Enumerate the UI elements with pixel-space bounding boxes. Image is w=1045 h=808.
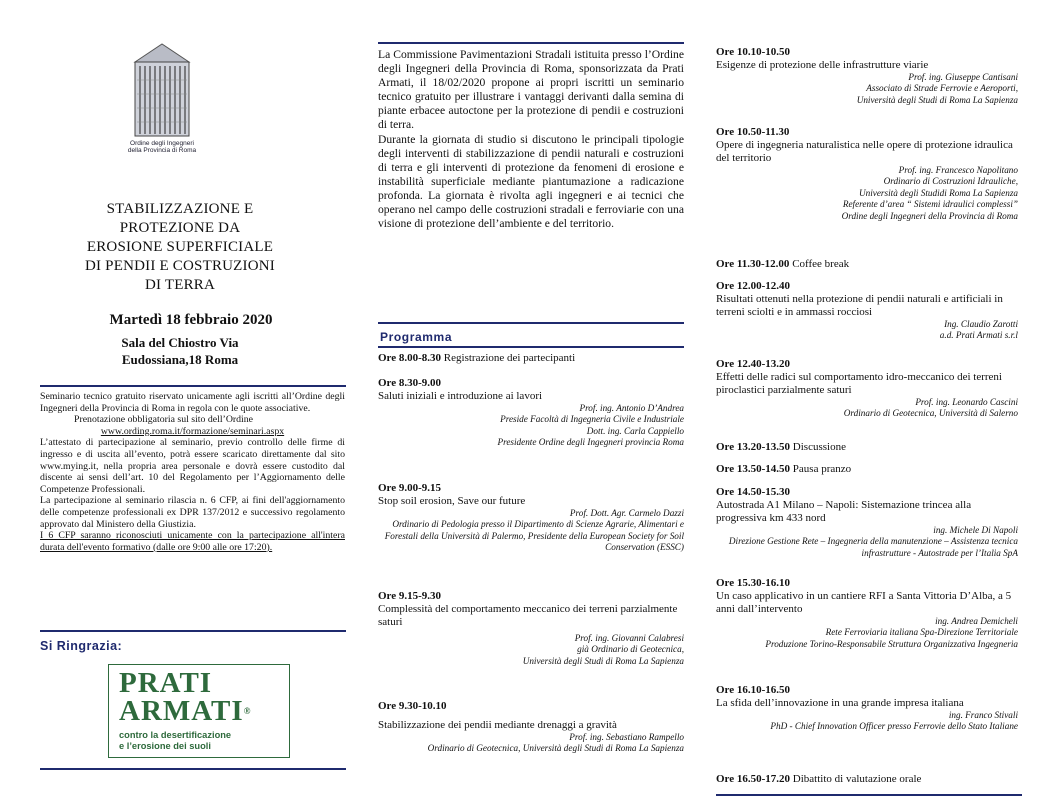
session [716,684,1018,733]
session [716,441,1018,454]
session-time: Ore 15.30-16.10 [716,577,791,589]
session-time: Ore 12.00-12.40 [716,280,791,292]
speaker-line: Direzione Gestione Rete – Ingegneria della manutenzione – Assistenza tecnica infrastrutture - Autostrade per l’Italia SpA [728,536,1018,558]
event-title [50,200,310,295]
session-time: Ore 12.40-13.20 [716,358,791,370]
speaker-line: ing. Franco Stivali [948,710,1018,720]
registration-notes [40,391,345,553]
divider [378,42,684,44]
speaker-line: Prof. ing. Francesco Napolitano [898,165,1018,175]
intro-p1: La Commissione Pavimentazioni Stradali istituita presso l’Ordine degli Ingegneri della Provincia di Roma, sponsorizzata da Prati Armati, il 18/02/2020 propone ai propri iscritti un seminario tecnico gratuito per illustrare i vantaggi derivanti dalla semina di piante erbacee autoctone per la protezione di pendii e costruzioni di terra. [378,48,684,132]
divider [40,630,346,632]
session-title: Pausa pranzo [792,463,852,475]
intro-text [378,48,684,231]
event-date: Martedì 18 febbraio 2020 [109,312,273,328]
notes-booking: Prenotazione obbligatoria sul sito dell’Ordine [74,414,254,426]
session-title: Risultati ottenuti nella protezione di pendii naturali e artificiali in terreni sciolti e in ammassi rocciosi [716,293,1003,318]
session-title: Opere di ingegneria naturalistica nelle opere di protezione idraulica del territorio [716,139,1013,164]
divider [40,768,346,770]
registered-mark: ® [243,706,252,716]
session-time: Ore 10.50-11.30 [716,126,790,138]
speaker-line: Produzione Torino-Responsabile Struttura Organizzativa Ingegneria [765,638,1018,649]
registration-link[interactable]: www.ording.roma.it/formazione/seminari.aspx [100,425,285,437]
speaker-line: Prof. Dott. Agr. Carmelo Dazzi [569,508,684,518]
session [378,700,684,755]
speaker-line: Prof. ing. Giovanni Calabresi [574,633,684,643]
session-title: Esigenze di protezione delle infrastrutture viarie [716,59,929,71]
thanks-label: Si Ringrazia: [40,639,123,653]
session-time: Ore 16.50-17.20 [716,773,791,785]
speaker-line: Prof. ing. Antonio D’Andrea [579,403,684,413]
session-time: Ore 14.50-15.30 [716,486,791,498]
session [716,486,1018,559]
speaker-line: Prof. ing. Sebastiano Rampello [569,732,684,742]
sponsor-logo [108,664,290,758]
session [378,482,684,554]
programma-heading: Programma [380,330,453,344]
session-title: Coffee break [792,258,850,270]
speaker-line: Prof. ing. Giuseppe Cantisani [908,72,1018,82]
session-title: Discussione [792,441,846,453]
title-line: DI PENDII E COSTRUZIONI [85,258,275,274]
sponsor-name-1: PRATI [119,667,213,699]
session [378,590,684,667]
venue-line-2: Eudossiana,18 Roma [121,352,239,367]
title-line: PROTEZIONE DA [119,220,241,236]
session-time: Ore 8.00-8.30 [378,352,442,364]
notes-eligibility: Seminario tecnico gratuito riservato unicamente agli iscritti all’Ordine degli Ingegneri della Provincia di Roma in regola con le quote associative. [40,391,345,414]
session [716,280,1018,342]
speaker-line: Associato di Strade Ferrovie e Aeroporti, [866,83,1018,94]
divider [378,346,684,348]
session [716,358,1018,420]
speaker-line: Ordine degli Ingegneri della Provincia di Roma [841,210,1018,221]
sponsor-name-2 [119,697,251,726]
speaker-line: Ordinario di Geotecnica, Università di Salerno [843,408,1018,419]
session-time: Ore 16.10-16.50 [716,684,791,696]
session-time: Ore 8.30-9.00 [378,377,442,389]
session-title: Dibattito di valutazione orale [792,773,922,785]
session-title: Un caso applicativo in un cantiere RFI a Santa Vittoria D’Alba, a 5 anni dall’intervento [716,590,1012,615]
speaker-line: Prof. ing. Leonardo Cascini [915,397,1018,407]
speaker-line: Università degli Studi di Roma La Sapienza [522,655,684,666]
speaker-line: PhD - Chief Innovation Officer presso Ferrovie dello Stato Italiane [770,721,1018,732]
session-title: Stop soil erosion, Save our future [378,495,526,507]
ordine-logo [112,40,212,154]
session-time: Ore 9.15-9.30 [378,590,442,602]
session-title: Effetti delle radici sul comportamento idro-meccanico dei terreni piroclastici parzialmente saturi [716,371,1002,396]
session-title: La sfida dell’innovazione in una grande impresa italiana [716,697,964,709]
session-title: Stabilizzazione dei pendii mediante drenaggi a gravità [378,719,617,731]
speaker-line: ing. Andrea Demicheli [935,616,1018,626]
session-title: Autostrada A1 Milano – Napoli: Sistemazione trincea alla progressiva km 433 nord [716,499,972,524]
speaker-line: Ing. Claudio Zarotti [944,319,1018,329]
speaker-line: ing. Michele Di Napoli [933,525,1018,535]
logo-caption-2: della Provincia di Roma [127,147,197,154]
session-time: Ore 11.30-12.00 [716,258,790,270]
session [716,258,1018,271]
session-time: Ore 10.10-10.50 [716,46,791,58]
session-time: Ore 13.20-13.50 [716,441,791,453]
title-line: DI TERRA [144,277,216,293]
sponsor-name-2-text: ARMATI [119,695,244,727]
speaker-line: già Ordinario di Geotecnica, [577,644,684,655]
speaker-line: Università degli Studidi Roma La Sapienza [859,187,1018,198]
speaker-line: a.d. Prati Armati s.r.l [939,330,1018,341]
title-line: EROSIONE SUPERFICIALE [86,239,274,255]
session [716,463,1018,476]
title-line: STABILIZZAZIONE E [106,201,254,217]
speaker-line: Ordinario di Pedologia presso il Dipartimento di Scienze Agrarie, Alimentari e Forestali della Università di Palermo, Presidente della European Society for Soil Conservation (ESSC) [384,519,684,553]
session-time: Ore 9.00-9.15 [378,482,442,494]
event-venue [100,334,260,368]
sponsor-tagline [119,730,231,752]
notes-certificate: L’attestato di partecipazione al seminario, previo controllo delle firme di ingresso e di uscita all’evento, potrà essere scaricato direttamente dal sito www.mying.it, nella propria area personale e dovrà essere custodito dal discente ai sensi dell’art. 10 del Regolamento per l’Aggiornamento delle Competenze Professionali. [40,437,345,495]
speaker-line: Ordinario di Costruzioni Idrauliche, [883,176,1018,187]
divider [378,322,684,324]
notes-cfp-condition: I 6 CFP saranno riconosciuti unicamente con la partecipazione all'intera durata dell'evento formativo (dalle ore 9:00 alle ore 17:20). [40,530,345,553]
building-icon [125,40,199,140]
session [716,46,1018,106]
speaker-line: Presidente Ordine degli Ingegneri provincia Roma [497,437,684,448]
session [378,377,684,449]
speaker-line: Università degli Studi di Roma La Sapienza [856,94,1018,105]
session-time: Ore 13.50-14.50 [716,463,791,475]
session-title: Complessità del comportamento meccanico dei terreni parzialmente saturi [378,603,678,628]
divider [716,794,1022,796]
session [378,352,684,365]
intro-p2: Durante la giornata di studio si discutono le principali tipologie degli interventi di stabilizzazione di pendii naturali e costruzioni di terra e gli interventi di protezione da fenomeni di erosione e instabilità superficiale mediante piantumazione a radicazione profonda. La giornata è rivolta agli ingegneri e ai tecnici che operano nel campo delle costruzioni stradali e ferroviarie con una visione di protezione dell’ambiente e del territorio. [378,132,684,231]
sponsor-tagline-2: e l’erosione dei suoli [119,741,211,751]
session [716,773,1018,786]
speaker-line: Rete Ferroviaria italiana Spa-Direzione Territoriale [825,627,1018,638]
speaker-line: Dott. ing. Carla Cappiello [586,425,684,436]
sponsor-tagline-1: contro la desertificazione [119,730,232,740]
session-time: Ore 9.30-10.10 [378,700,447,712]
venue-line-1: Sala del Chiostro Via [121,335,239,350]
speaker-line: Preside Facoltà di Ingegneria Civile e Industriale [500,414,684,425]
session-title: Saluti iniziali e introduzione ai lavori [378,390,543,402]
speaker-line: Referente d’area “ Sistemi idraulici complessi” [842,199,1018,210]
speaker-line: Ordinario di Geotecnica, Università degli Studi di Roma La Sapienza [427,743,684,754]
session [716,126,1018,222]
divider [40,385,346,387]
session-title: Registrazione dei partecipanti [443,352,576,364]
notes-cfp: La partecipazione al seminario rilascia n. 6 CFP, ai fini dell'aggiornamento delle competenze professionali ex DPR 137/2012 e successivo regolamento approvato dal Ministero della Giustizia. [40,495,345,530]
logo-caption-1: Ordine degli Ingegneri [130,140,194,147]
session [716,577,1018,650]
